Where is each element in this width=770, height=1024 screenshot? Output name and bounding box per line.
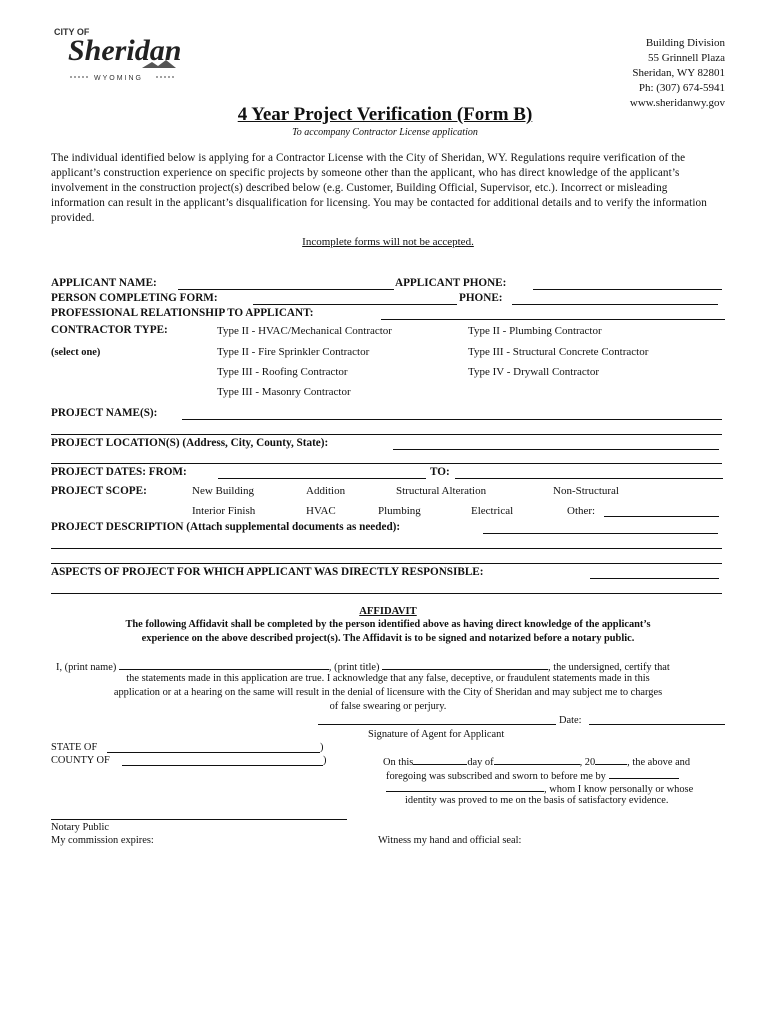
- scope-electrical[interactable]: Electrical: [471, 505, 514, 517]
- notary-line1: [383, 754, 690, 768]
- project-dates-to-label: TO:: [430, 466, 450, 478]
- above-and-text: , the above and: [627, 757, 691, 768]
- notary-line4: identity was proved to me on the basis of satisfactory evidence.: [405, 795, 669, 806]
- statement-line3: application or at a hearing on the same will result in the denial of licensure with the City of Sheridan and may subject me to charges: [113, 687, 663, 698]
- statement-line2: the statements made in this application are true. I acknowledge that any false, deceptive, or fraudulent statements made in this: [126, 673, 650, 684]
- applicant-name-label: APPLICANT NAME:: [51, 277, 157, 289]
- logo-city-of: CITY OF: [54, 27, 90, 37]
- option-fire-sprinkler[interactable]: Type II - Fire Sprinkler Contractor: [217, 346, 370, 358]
- state-close-paren: ): [320, 742, 324, 753]
- option-masonry[interactable]: Type III - Masonry Contractor: [217, 386, 351, 398]
- witness-label: Witness my hand and official seal:: [378, 835, 522, 846]
- print-name-field[interactable]: [119, 659, 329, 670]
- contractor-type-label: CONTRACTOR TYPE:: [51, 324, 168, 336]
- project-description-label: PROJECT DESCRIPTION (Attach supplemental documents as needed):: [51, 521, 401, 533]
- option-plumbing-contractor[interactable]: Type II - Plumbing Contractor: [468, 325, 602, 337]
- date-label: Date:: [559, 715, 582, 726]
- scope-other[interactable]: Other:: [567, 505, 596, 517]
- year-field[interactable]: [595, 754, 627, 765]
- project-locations-field[interactable]: [393, 449, 719, 450]
- notary-public-label: Notary Public: [51, 822, 110, 833]
- scope-addition[interactable]: Addition: [306, 485, 346, 497]
- print-title-field[interactable]: [382, 659, 548, 670]
- incomplete-notice: Incomplete forms will not be accepted.: [302, 236, 474, 248]
- state-of-label: STATE OF: [51, 742, 98, 753]
- year-prefix: , 20: [579, 757, 596, 768]
- project-dates-from-label: PROJECT DATES: FROM:: [51, 466, 187, 478]
- scope-plumbing[interactable]: Plumbing: [378, 505, 421, 517]
- option-structural-concrete[interactable]: Type III - Structural Concrete Contractor: [468, 346, 649, 358]
- person-completing-label: PERSON COMPLETING FORM:: [51, 292, 218, 304]
- address-line: Sheridan, WY 82801: [632, 67, 725, 79]
- logo-name: Sheridan: [68, 34, 182, 67]
- applicant-phone-label: APPLICANT PHONE:: [395, 277, 507, 289]
- relationship-field[interactable]: [381, 319, 725, 320]
- statement-line1: [56, 659, 670, 673]
- address-line: 55 Grinnell Plaza: [648, 52, 725, 64]
- project-description-line2[interactable]: [51, 548, 722, 549]
- person-completing-field[interactable]: [253, 304, 457, 305]
- project-locations-label: PROJECT LOCATION(S) (Address, City, County, State):: [51, 437, 329, 449]
- select-one-hint: (select one): [51, 347, 101, 358]
- state-of-field[interactable]: [107, 752, 320, 753]
- intro-paragraph: The individual identified below is applying for a Contractor License with the City of Sheridan, WY. Regulations require verification of the applicant’s construction experience on specific projects by someone other than the applicant, who has direct knowledge of the applicant’s involvement in the construction project(s) described below (e.g. Customer, Building Official, Supervisor, etc.). Incorrect or misleading information can result in the applicant’s disqualification for licensing. You may be contacted for additional details and to verify the information provided.: [51, 152, 707, 224]
- certify-text: , the undersigned, certify that: [548, 662, 670, 673]
- address-line: Building Division: [645, 37, 725, 49]
- project-date-from-field[interactable]: [218, 478, 426, 479]
- scope-structural-alteration[interactable]: Structural Alteration: [396, 485, 487, 497]
- aspects-field-line2[interactable]: [51, 593, 722, 594]
- scope-interior-finish[interactable]: Interior Finish: [192, 505, 256, 517]
- commission-expires-label: My commission expires:: [51, 835, 154, 846]
- affidavit-heading: AFFIDAVIT: [359, 606, 417, 617]
- applicant-name-field[interactable]: [178, 289, 394, 290]
- scope-new-building[interactable]: New Building: [192, 485, 255, 497]
- division-address: [630, 36, 725, 111]
- project-description-line3[interactable]: [51, 563, 722, 564]
- sworn-text: foregoing was subscribed and sworn to before me by: [386, 771, 606, 782]
- affidavit-instructions-line1: The following Affidavit shall be completed by the person identified above as having direct knowledge of the applicant’s: [125, 619, 651, 630]
- city-logo: [50, 22, 195, 84]
- statement-line4: of false swearing or perjury.: [329, 701, 447, 712]
- on-this-label: On this: [383, 757, 414, 768]
- phone-label: PHONE:: [459, 292, 503, 304]
- know-personally-text: , whom I know personally or whose: [544, 784, 694, 795]
- project-locations-field-line2[interactable]: [51, 463, 722, 464]
- logo-state: WYOMING: [94, 75, 143, 82]
- project-date-to-field[interactable]: [455, 478, 723, 479]
- option-roofing[interactable]: Type III - Roofing Contractor: [217, 366, 348, 378]
- address-line: Ph: (307) 674-5941: [638, 82, 725, 94]
- county-close-paren: ): [323, 755, 327, 766]
- sworn-by-field[interactable]: [609, 768, 679, 779]
- project-description-field[interactable]: [483, 533, 718, 534]
- scope-hvac[interactable]: HVAC: [306, 505, 336, 517]
- form-subtitle: To accompany Contractor License application: [292, 127, 478, 138]
- print-name-label: I, (print name): [56, 662, 117, 673]
- website-link[interactable]: www.sheridanwy.gov: [629, 97, 725, 109]
- notary-signature-field[interactable]: [51, 819, 347, 820]
- project-scope-label: PROJECT SCOPE:: [51, 485, 147, 497]
- county-of-field[interactable]: [122, 765, 323, 766]
- county-of-label: COUNTY OF: [51, 755, 110, 766]
- project-names-field[interactable]: [182, 419, 722, 420]
- date-field[interactable]: [589, 724, 725, 725]
- signature-caption: Signature of Agent for Applicant: [368, 729, 505, 740]
- option-drywall[interactable]: Type IV - Drywall Contractor: [468, 366, 599, 378]
- project-names-label: PROJECT NAME(S):: [51, 407, 158, 419]
- form-title: 4 Year Project Verification (Form B): [237, 104, 533, 125]
- applicant-phone-field[interactable]: [533, 289, 722, 290]
- phone-field[interactable]: [512, 304, 718, 305]
- option-hvac-mechanical[interactable]: Type II - HVAC/Mechanical Contractor: [217, 325, 392, 337]
- scope-non-structural[interactable]: Non-Structural: [553, 485, 619, 497]
- relationship-label: PROFESSIONAL RELATIONSHIP TO APPLICANT:: [51, 307, 314, 319]
- print-title-label: , (print title): [328, 662, 380, 673]
- aspects-label: ASPECTS OF PROJECT FOR WHICH APPLICANT WAS DIRECTLY RESPONSIBLE:: [51, 566, 484, 578]
- signature-field[interactable]: [318, 724, 556, 725]
- day-of-label: day of: [467, 757, 494, 768]
- project-names-field-line2[interactable]: [51, 434, 722, 435]
- notary-line2: [386, 768, 679, 782]
- sworn-name-field[interactable]: [386, 781, 544, 792]
- affidavit-instructions-line2: experience on the above described project(s). The Affidavit is to be signed and notarized before a notary public.: [141, 633, 635, 644]
- month-field[interactable]: [494, 754, 580, 765]
- aspects-field[interactable]: [590, 578, 719, 579]
- scope-other-field[interactable]: [604, 516, 719, 517]
- day-field[interactable]: [413, 754, 467, 765]
- notary-line3: [386, 781, 693, 795]
